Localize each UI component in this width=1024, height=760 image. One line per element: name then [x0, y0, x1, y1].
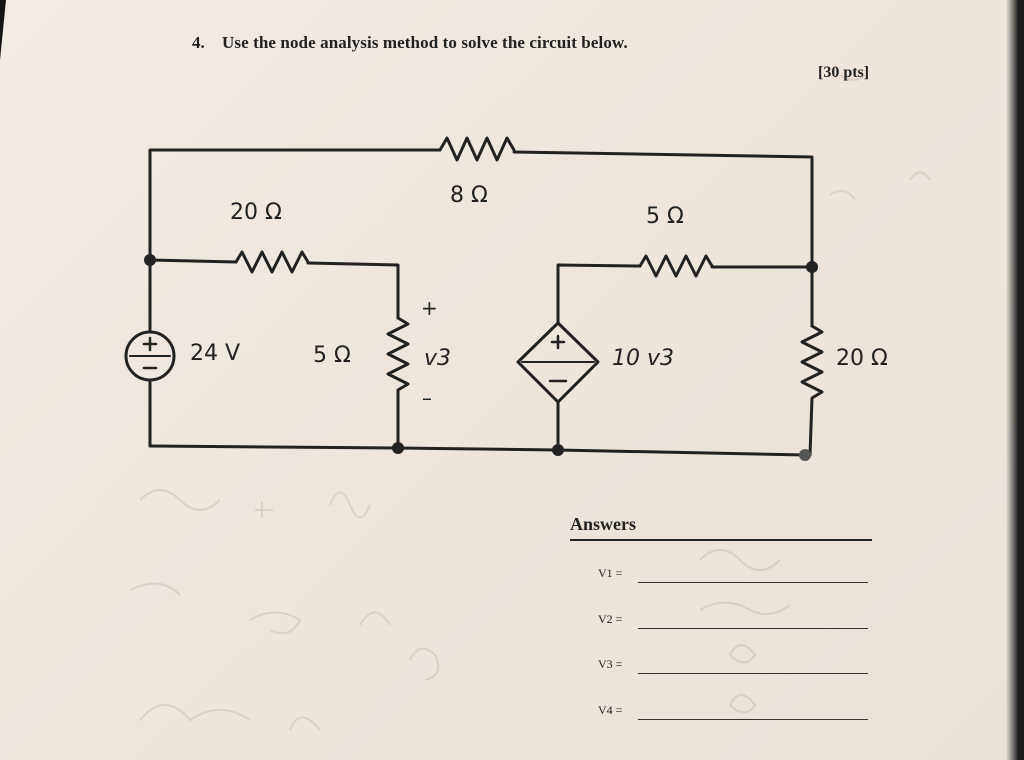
answer-label-v2: V2 = [598, 612, 623, 626]
answer-blank-v3[interactable] [638, 673, 868, 674]
answer-label-v4: V4 = [598, 703, 623, 717]
answer-row-v1 [598, 566, 873, 588]
answers-title: Answers [570, 514, 636, 534]
label-8-ohm: 8 Ω [450, 183, 488, 208]
node-dot-right [806, 261, 818, 273]
label-dependent-source: 10 v3 [612, 346, 675, 371]
label-v3-plus: + [421, 296, 438, 320]
label-5-ohm-right: 5 Ω [646, 204, 684, 229]
wire-20-to-5 [308, 263, 398, 318]
answer-blank-v2[interactable] [638, 628, 868, 629]
resistor-5ohm-mid [388, 318, 408, 448]
source-plus-mark [144, 338, 156, 350]
node-dot-bottom-dep [552, 444, 564, 456]
label-v3: v3 [424, 346, 452, 371]
node-dot-bottom-mid [392, 442, 404, 454]
answer-label-v1: V1 = [598, 566, 623, 580]
answer-blank-v1[interactable] [638, 582, 868, 583]
answer-label-v3: V3 = [598, 657, 623, 671]
answers-underline [570, 539, 872, 541]
answer-blank-v4[interactable] [638, 719, 868, 720]
points-label: [30 pts] [818, 64, 870, 81]
answer-row-v3 [598, 657, 873, 679]
answer-row-v4 [598, 703, 873, 725]
resistor-20ohm-left [236, 252, 308, 272]
resistor-5ohm-right [640, 256, 712, 276]
question-number: 4. [192, 33, 205, 52]
label-24-v: 24 V [190, 341, 241, 366]
label-5-ohm-mid: 5 Ω [313, 343, 351, 368]
dep-plus-mark [552, 336, 564, 348]
wire-top [150, 150, 440, 260]
node-dot-left [144, 254, 156, 266]
answer-row-v2 [598, 612, 873, 634]
node-dot-bottom-right [799, 449, 811, 461]
question-text: Use the node analysis method to solve the circuit below. [222, 33, 628, 52]
wire-left-20 [150, 260, 236, 262]
wire-bottom [150, 446, 805, 455]
wire-dep-top [558, 265, 640, 323]
resistor-8ohm [440, 138, 514, 160]
label-20-ohm-right: 20 Ω [836, 346, 888, 371]
label-20-ohm-left: 20 Ω [230, 200, 282, 225]
resistor-20ohm-right [802, 326, 822, 455]
label-v3-minus: – [422, 386, 432, 410]
